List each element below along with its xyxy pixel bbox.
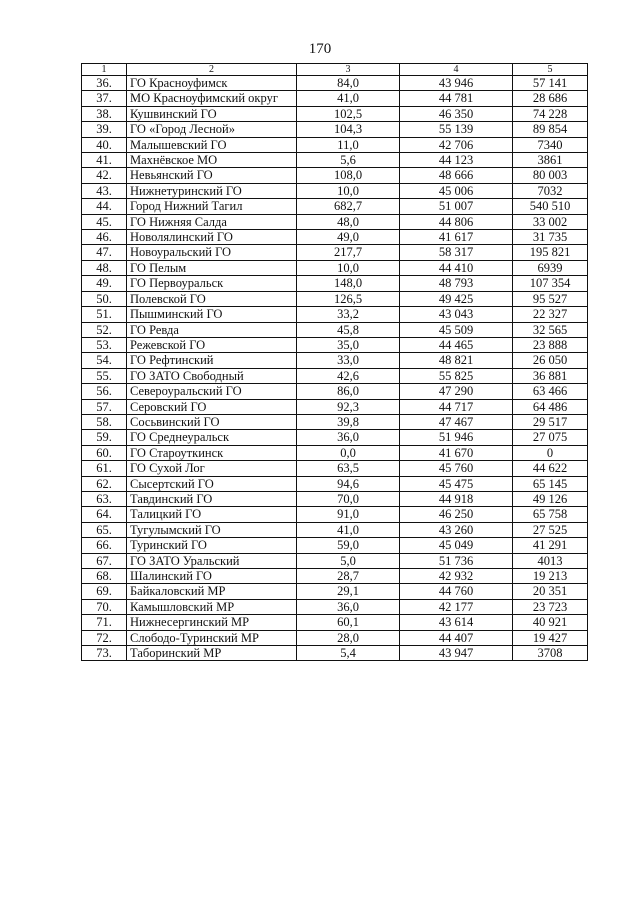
table-body [82, 64, 588, 661]
row-number: 46. [82, 230, 127, 245]
value-column-3: 63,5 [297, 461, 400, 476]
table-row [82, 214, 588, 229]
municipality-name: Слободо-Туринский МР [127, 630, 297, 645]
value-column-3: 11,0 [297, 137, 400, 152]
value-column-3: 41,0 [297, 91, 400, 106]
value-column-4: 42 177 [400, 599, 513, 614]
value-column-4: 55 139 [400, 122, 513, 137]
value-column-3: 70,0 [297, 491, 400, 506]
row-number: 52. [82, 322, 127, 337]
municipality-name: Кушвинский ГО [127, 106, 297, 121]
row-number: 43. [82, 183, 127, 198]
value-column-5: 28 686 [513, 91, 588, 106]
table-row [82, 445, 588, 460]
value-column-4: 44 806 [400, 214, 513, 229]
value-column-4: 41 617 [400, 230, 513, 245]
value-column-5: 19 427 [513, 630, 588, 645]
value-column-5: 95 527 [513, 291, 588, 306]
value-column-3: 49,0 [297, 230, 400, 245]
value-column-4: 43 614 [400, 615, 513, 630]
municipality-name: ГО ЗАТО Уральский [127, 553, 297, 568]
value-column-3: 92,3 [297, 399, 400, 414]
row-number: 67. [82, 553, 127, 568]
value-column-3: 682,7 [297, 199, 400, 214]
value-column-4: 51 736 [400, 553, 513, 568]
row-number: 68. [82, 569, 127, 584]
value-column-5: 19 213 [513, 569, 588, 584]
municipality-name: ГО Сухой Лог [127, 461, 297, 476]
table-row [82, 153, 588, 168]
row-number: 62. [82, 476, 127, 491]
value-column-5: 65 758 [513, 507, 588, 522]
column-header-2: 2 [127, 64, 297, 76]
value-column-4: 44 781 [400, 91, 513, 106]
municipality-name: ГО Красноуфимск [127, 76, 297, 91]
table-row [82, 137, 588, 152]
table-row [82, 522, 588, 537]
value-column-3: 60,1 [297, 615, 400, 630]
value-column-5: 57 141 [513, 76, 588, 91]
municipality-name: ГО Пелым [127, 260, 297, 275]
municipality-name: Нижнетуринский ГО [127, 183, 297, 198]
table-row [82, 353, 588, 368]
row-number: 56. [82, 384, 127, 399]
value-column-4: 47 290 [400, 384, 513, 399]
value-column-3: 42,6 [297, 368, 400, 383]
value-column-5: 26 050 [513, 353, 588, 368]
table-row [82, 91, 588, 106]
table-row [82, 538, 588, 553]
value-column-4: 43 043 [400, 307, 513, 322]
row-number: 63. [82, 491, 127, 506]
row-number: 49. [82, 276, 127, 291]
value-column-4: 47 467 [400, 414, 513, 429]
value-column-3: 5,0 [297, 553, 400, 568]
table-row [82, 430, 588, 445]
value-column-5: 6939 [513, 260, 588, 275]
table-row [82, 461, 588, 476]
municipality-name: Байкаловский МР [127, 584, 297, 599]
row-number: 36. [82, 76, 127, 91]
table-row [82, 337, 588, 352]
value-column-4: 51 946 [400, 430, 513, 445]
municipality-name: Махнёвское МО [127, 153, 297, 168]
value-column-5: 540 510 [513, 199, 588, 214]
municipality-name: ГО Ревда [127, 322, 297, 337]
row-number: 40. [82, 137, 127, 152]
table-row [82, 584, 588, 599]
value-column-4: 42 932 [400, 569, 513, 584]
municipality-name: Сосьвинский ГО [127, 414, 297, 429]
municipality-name: Пышминский ГО [127, 307, 297, 322]
municipality-name: МО Красноуфимский округ [127, 91, 297, 106]
value-column-4: 44 918 [400, 491, 513, 506]
value-column-3: 217,7 [297, 245, 400, 260]
row-number: 55. [82, 368, 127, 383]
municipality-name: ГО Среднеуральск [127, 430, 297, 445]
municipality-name: Камышловский МР [127, 599, 297, 614]
value-column-3: 48,0 [297, 214, 400, 229]
value-column-3: 102,5 [297, 106, 400, 121]
table-row [82, 414, 588, 429]
row-number: 45. [82, 214, 127, 229]
value-column-4: 43 260 [400, 522, 513, 537]
column-header-3: 3 [297, 64, 400, 76]
value-column-5: 7340 [513, 137, 588, 152]
table-row [82, 476, 588, 491]
row-number: 73. [82, 646, 127, 661]
municipality-name: Серовский ГО [127, 399, 297, 414]
table-row [82, 76, 588, 91]
municipality-name: Туринский ГО [127, 538, 297, 553]
value-column-5: 23 723 [513, 599, 588, 614]
table-row [82, 122, 588, 137]
municipality-name: Тугулымский ГО [127, 522, 297, 537]
value-column-3: 108,0 [297, 168, 400, 183]
value-column-3: 28,0 [297, 630, 400, 645]
row-number: 61. [82, 461, 127, 476]
value-column-5: 89 854 [513, 122, 588, 137]
municipality-name: Таборинский МР [127, 646, 297, 661]
municipality-name: ГО «Город Лесной» [127, 122, 297, 137]
value-column-3: 36,0 [297, 599, 400, 614]
value-column-3: 45,8 [297, 322, 400, 337]
municipality-name: Талицкий ГО [127, 507, 297, 522]
value-column-3: 10,0 [297, 260, 400, 275]
row-number: 71. [82, 615, 127, 630]
value-column-5: 23 888 [513, 337, 588, 352]
table-row [82, 276, 588, 291]
table-row [82, 384, 588, 399]
row-number: 69. [82, 584, 127, 599]
value-column-3: 35,0 [297, 337, 400, 352]
table-row [82, 491, 588, 506]
row-number: 65. [82, 522, 127, 537]
table-row [82, 615, 588, 630]
row-number: 53. [82, 337, 127, 352]
table-row [82, 260, 588, 275]
value-column-4: 41 670 [400, 445, 513, 460]
value-column-5: 44 622 [513, 461, 588, 476]
municipality-name: Режевской ГО [127, 337, 297, 352]
municipality-name: ГО Нижняя Салда [127, 214, 297, 229]
value-column-5: 7032 [513, 183, 588, 198]
value-column-5: 20 351 [513, 584, 588, 599]
row-number: 38. [82, 106, 127, 121]
row-number: 47. [82, 245, 127, 260]
value-column-4: 45 006 [400, 183, 513, 198]
value-column-4: 44 410 [400, 260, 513, 275]
row-number: 37. [82, 91, 127, 106]
value-column-3: 29,1 [297, 584, 400, 599]
value-column-3: 41,0 [297, 522, 400, 537]
value-column-5: 33 002 [513, 214, 588, 229]
value-column-3: 94,6 [297, 476, 400, 491]
table-row [82, 553, 588, 568]
municipality-name: Нижнесергинский МР [127, 615, 297, 630]
value-column-5: 40 921 [513, 615, 588, 630]
value-column-3: 86,0 [297, 384, 400, 399]
row-number: 41. [82, 153, 127, 168]
municipality-name: ГО Первоуральск [127, 276, 297, 291]
value-column-5: 31 735 [513, 230, 588, 245]
value-column-5: 80 003 [513, 168, 588, 183]
value-column-4: 51 007 [400, 199, 513, 214]
table-row [82, 199, 588, 214]
table-row [82, 569, 588, 584]
municipality-name: Тавдинский ГО [127, 491, 297, 506]
column-header-1: 1 [82, 64, 127, 76]
value-column-4: 44 465 [400, 337, 513, 352]
table-row [82, 183, 588, 198]
municipality-name: ГО Староуткинск [127, 445, 297, 460]
value-column-3: 10,0 [297, 183, 400, 198]
value-column-5: 36 881 [513, 368, 588, 383]
column-header-4: 4 [400, 64, 513, 76]
column-number-row [82, 64, 588, 76]
row-number: 58. [82, 414, 127, 429]
value-column-4: 48 793 [400, 276, 513, 291]
value-column-4: 44 407 [400, 630, 513, 645]
page-number: 170 [308, 41, 332, 57]
value-column-4: 46 350 [400, 106, 513, 121]
value-column-3: 28,7 [297, 569, 400, 584]
value-column-4: 49 425 [400, 291, 513, 306]
row-number: 44. [82, 199, 127, 214]
value-column-5: 3708 [513, 646, 588, 661]
value-column-4: 48 666 [400, 168, 513, 183]
value-column-4: 58 317 [400, 245, 513, 260]
value-column-3: 36,0 [297, 430, 400, 445]
value-column-4: 42 706 [400, 137, 513, 152]
municipality-name: Шалинский ГО [127, 569, 297, 584]
value-column-5: 27 525 [513, 522, 588, 537]
table-row [82, 630, 588, 645]
value-column-4: 45 509 [400, 322, 513, 337]
table-row [82, 291, 588, 306]
municipality-name: Сысертский ГО [127, 476, 297, 491]
row-number: 50. [82, 291, 127, 306]
row-number: 51. [82, 307, 127, 322]
row-number: 42. [82, 168, 127, 183]
municipality-name: Североуральский ГО [127, 384, 297, 399]
value-column-4: 44 717 [400, 399, 513, 414]
value-column-5: 65 145 [513, 476, 588, 491]
municipality-name: Невьянский ГО [127, 168, 297, 183]
table-row [82, 399, 588, 414]
value-column-4: 44 760 [400, 584, 513, 599]
table-row [82, 307, 588, 322]
value-column-5: 41 291 [513, 538, 588, 553]
value-column-4: 45 760 [400, 461, 513, 476]
value-column-3: 59,0 [297, 538, 400, 553]
table-row [82, 230, 588, 245]
column-header-5: 5 [513, 64, 588, 76]
municipality-name: Малышевский ГО [127, 137, 297, 152]
value-column-4: 45 475 [400, 476, 513, 491]
value-column-3: 39,8 [297, 414, 400, 429]
value-column-5: 4013 [513, 553, 588, 568]
value-column-3: 33,0 [297, 353, 400, 368]
row-number: 70. [82, 599, 127, 614]
row-number: 60. [82, 445, 127, 460]
value-column-3: 91,0 [297, 507, 400, 522]
data-table [81, 63, 588, 661]
municipality-name: Полевской ГО [127, 291, 297, 306]
table-row [82, 507, 588, 522]
municipality-name: ГО Рефтинский [127, 353, 297, 368]
value-column-3: 5,6 [297, 153, 400, 168]
value-column-4: 55 825 [400, 368, 513, 383]
value-column-3: 0,0 [297, 445, 400, 460]
table-row [82, 245, 588, 260]
row-number: 57. [82, 399, 127, 414]
value-column-5: 74 228 [513, 106, 588, 121]
table-row [82, 599, 588, 614]
table-row [82, 168, 588, 183]
value-column-4: 43 947 [400, 646, 513, 661]
municipality-name: ГО ЗАТО Свободный [127, 368, 297, 383]
value-column-3: 5,4 [297, 646, 400, 661]
table-row [82, 646, 588, 661]
value-column-5: 195 821 [513, 245, 588, 260]
value-column-4: 45 049 [400, 538, 513, 553]
value-column-3: 33,2 [297, 307, 400, 322]
row-number: 59. [82, 430, 127, 445]
value-column-5: 32 565 [513, 322, 588, 337]
municipality-name: Город Нижний Тагил [127, 199, 297, 214]
value-column-5: 0 [513, 445, 588, 460]
municipality-name: Новоуральский ГО [127, 245, 297, 260]
value-column-3: 148,0 [297, 276, 400, 291]
value-column-5: 3861 [513, 153, 588, 168]
value-column-4: 46 250 [400, 507, 513, 522]
table-row [82, 322, 588, 337]
row-number: 66. [82, 538, 127, 553]
value-column-4: 43 946 [400, 76, 513, 91]
row-number: 54. [82, 353, 127, 368]
value-column-5: 27 075 [513, 430, 588, 445]
value-column-3: 104,3 [297, 122, 400, 137]
value-column-5: 107 354 [513, 276, 588, 291]
value-column-3: 126,5 [297, 291, 400, 306]
value-column-5: 64 486 [513, 399, 588, 414]
value-column-4: 48 821 [400, 353, 513, 368]
row-number: 48. [82, 260, 127, 275]
municipality-name: Новолялинский ГО [127, 230, 297, 245]
value-column-3: 84,0 [297, 76, 400, 91]
row-number: 64. [82, 507, 127, 522]
value-column-5: 22 327 [513, 307, 588, 322]
value-column-5: 49 126 [513, 491, 588, 506]
row-number: 39. [82, 122, 127, 137]
value-column-5: 63 466 [513, 384, 588, 399]
value-column-5: 29 517 [513, 414, 588, 429]
table-row [82, 106, 588, 121]
table-row [82, 368, 588, 383]
value-column-4: 44 123 [400, 153, 513, 168]
row-number: 72. [82, 630, 127, 645]
